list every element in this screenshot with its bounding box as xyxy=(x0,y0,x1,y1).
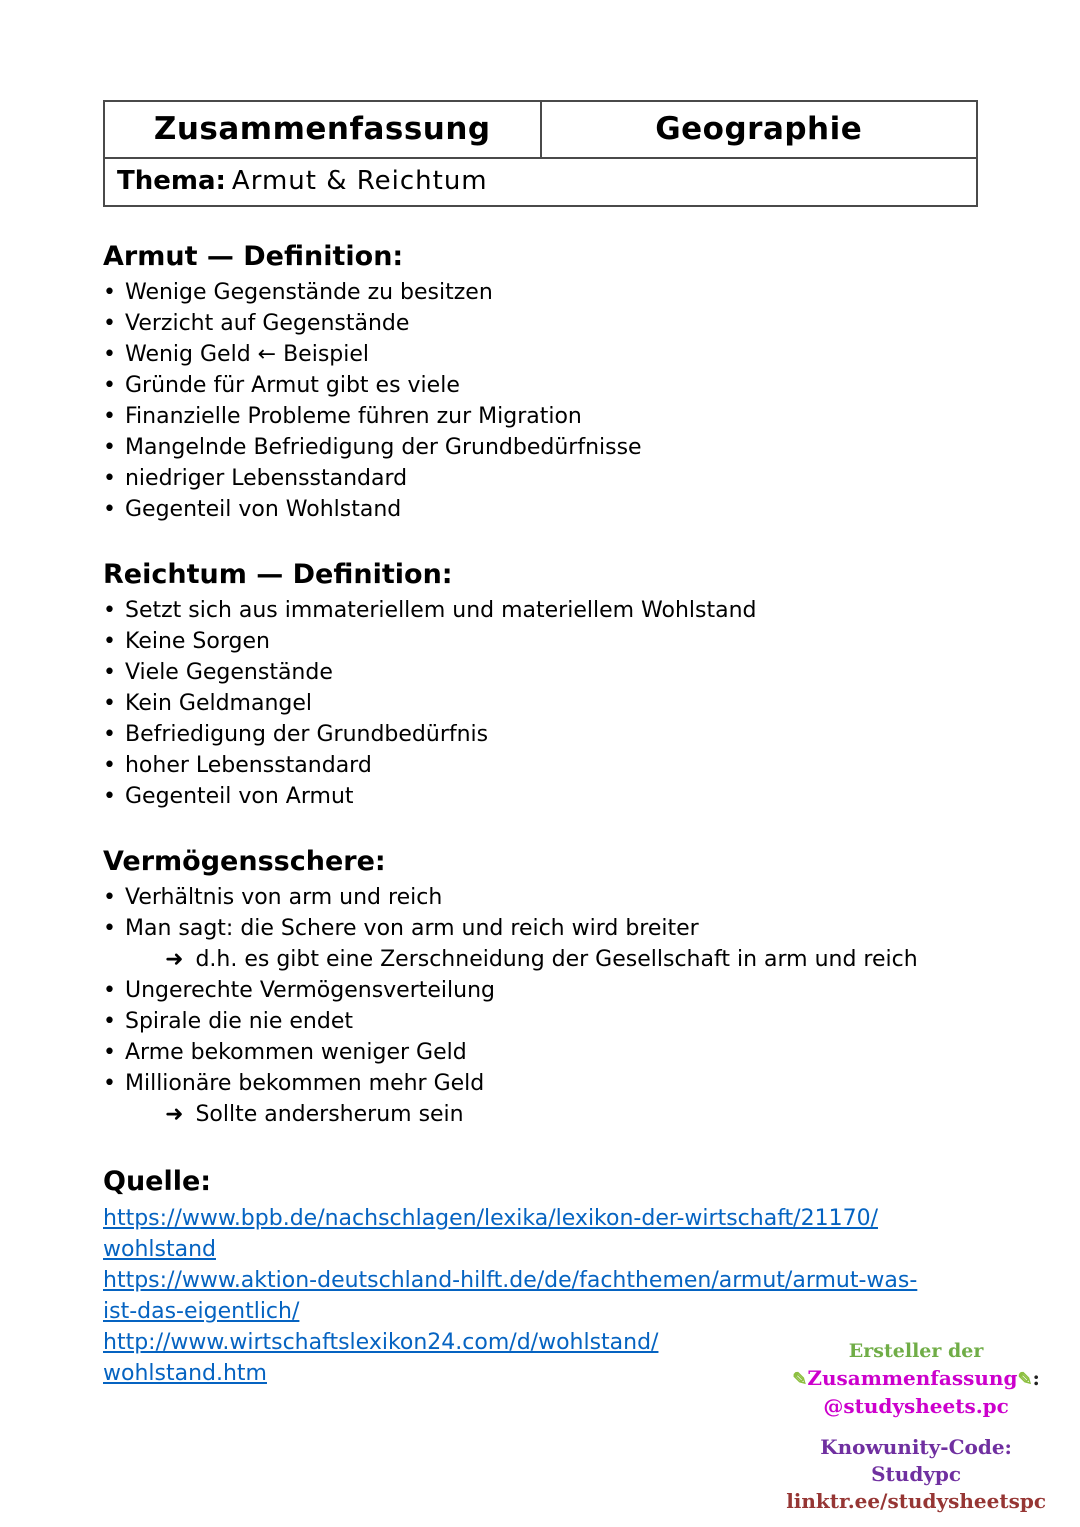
header-title-right: Geographie xyxy=(541,101,978,158)
bullet-icon: • xyxy=(103,280,116,305)
list-item xyxy=(103,657,983,688)
list-item xyxy=(103,277,983,308)
bullet-icon: • xyxy=(103,466,116,491)
sub-list-item xyxy=(103,1099,941,1130)
list-item xyxy=(103,1068,983,1099)
bullet-icon: • xyxy=(103,373,116,398)
bullet-icon: • xyxy=(103,342,116,367)
note-icon: ✎ xyxy=(1017,1369,1033,1390)
watermark-zusammenfassung-line xyxy=(786,1365,1046,1393)
list-item-text: Keine Sorgen xyxy=(124,629,270,654)
watermark-ersteller: Ersteller der xyxy=(848,1340,984,1362)
section xyxy=(103,559,983,812)
arrow-icon: ➜ xyxy=(165,1102,184,1127)
list-item-text: Setzt sich aus immateriellem und materiellem Wohlstand xyxy=(124,598,757,623)
bullet-icon: • xyxy=(103,691,116,716)
bullet-icon: • xyxy=(103,1009,116,1034)
list-item xyxy=(103,781,983,812)
section-heading: Armut — Definition: xyxy=(103,241,404,272)
bullet-icon: • xyxy=(103,435,116,460)
source-link-line[interactable]: https://www.aktion-deutschland-hilft.de/de/fachthemen/armut/armut-was- xyxy=(103,1268,918,1293)
source-link-line[interactable]: http://www.wirtschaftslexikon24.com/d/wohlstand/ xyxy=(103,1330,659,1355)
list-item-text: Befriedigung der Grundbedürfnis xyxy=(124,722,489,747)
list-item xyxy=(103,626,983,657)
list-item xyxy=(103,463,983,494)
section xyxy=(103,241,983,525)
list-item-text: Ungerechte Vermögensverteilung xyxy=(124,978,495,1003)
section xyxy=(103,846,983,1130)
thema-value: Armut & Reichtum xyxy=(231,166,488,196)
arrow-icon: ➜ xyxy=(165,947,184,972)
header-thema-row xyxy=(104,158,977,206)
list-item xyxy=(103,370,983,401)
list-item xyxy=(103,432,983,463)
list-item-text: Viele Gegenstände xyxy=(124,660,333,685)
bullet-icon: • xyxy=(103,311,116,336)
list-item-text: Verzicht auf Gegenstände xyxy=(124,311,410,336)
list-item xyxy=(103,719,983,750)
list-item-text: Wenig Geld ← Beispiel xyxy=(124,342,370,367)
source-link-line[interactable]: wohlstand xyxy=(103,1237,216,1262)
section-heading: Vermögensschere: xyxy=(103,846,386,877)
bullet-icon: • xyxy=(103,722,116,747)
list-item xyxy=(103,401,983,432)
list-item xyxy=(103,595,983,626)
bullet-icon: • xyxy=(103,598,116,623)
header-title-left: Zusammenfassung xyxy=(104,101,541,158)
list-item-text: niedriger Lebensstandard xyxy=(124,466,408,491)
list-item xyxy=(103,913,983,944)
list-item xyxy=(103,339,983,370)
list-item xyxy=(103,882,983,913)
bullet-icon: • xyxy=(103,784,116,809)
source-link[interactable] xyxy=(103,1265,983,1327)
bullet-icon: • xyxy=(103,916,116,941)
section-heading: Reichtum — Definition: xyxy=(103,559,453,590)
list-item-text: Millionäre bekommen mehr Geld xyxy=(124,1071,485,1096)
creator-watermark xyxy=(786,1338,1046,1515)
watermark-linktree: linktr.ee/studysheetspc xyxy=(786,1489,1046,1513)
bullet-icon: • xyxy=(103,1071,116,1096)
list-item-text: Spirale die nie endet xyxy=(124,1009,353,1034)
list-item-text: Gegenteil von Wohlstand xyxy=(124,497,402,522)
watermark-colon: : xyxy=(1032,1366,1040,1390)
list-item xyxy=(103,688,983,719)
source-link-line[interactable]: ist-das-eigentlich/ xyxy=(103,1299,300,1324)
watermark-gap xyxy=(786,1420,1046,1434)
list-item-text: hoher Lebensstandard xyxy=(124,753,372,778)
list-item-text: Finanzielle Probleme führen zur Migration xyxy=(124,404,582,429)
source-link[interactable] xyxy=(103,1203,983,1265)
bullet-icon: • xyxy=(103,660,116,685)
bullet-icon: • xyxy=(103,978,116,1003)
list-item xyxy=(103,1037,983,1068)
bullet-icon: • xyxy=(103,1040,116,1065)
list-item-text: Man sagt: die Schere von arm und reich wird breiter xyxy=(124,916,699,941)
bullet-icon: • xyxy=(103,753,116,778)
list-item-text: Wenige Gegenstände zu besitzen xyxy=(124,280,493,305)
bullet-icon: • xyxy=(103,629,116,654)
list-item xyxy=(103,494,983,525)
list-item-text: Verhältnis von arm und reich xyxy=(124,885,443,910)
list-item-text: Arme bekommen weniger Geld xyxy=(124,1040,467,1065)
source-link-line[interactable]: wohlstand.htm xyxy=(103,1361,267,1386)
list-item-text: d.h. es gibt eine Zerschneidung der Gesellschaft in arm und reich xyxy=(195,947,918,972)
watermark-handle: @studysheets.pc xyxy=(823,1394,1009,1418)
sub-list-item xyxy=(103,944,941,975)
note-icon: ✎ xyxy=(792,1369,808,1390)
document-content xyxy=(103,100,983,1389)
bullet-icon: • xyxy=(103,497,116,522)
watermark-knowunity-label: Knowunity-Code: xyxy=(820,1435,1012,1459)
header-table xyxy=(103,100,978,207)
list-item xyxy=(103,975,983,1006)
list-item xyxy=(103,1006,983,1037)
list-item-text: Gründe für Armut gibt es viele xyxy=(124,373,460,398)
list-item xyxy=(103,308,983,339)
thema-label: Thema: xyxy=(117,166,226,196)
quelle-heading: Quelle: xyxy=(103,1166,212,1197)
source-link-line[interactable]: https://www.bpb.de/nachschlagen/lexika/lexikon-der-wirtschaft/21170/ xyxy=(103,1206,878,1231)
watermark-knowunity-code: Studypc xyxy=(871,1462,962,1486)
watermark-zusammenfassung-text: Zusammenfassung xyxy=(807,1366,1018,1390)
bullet-icon: • xyxy=(103,404,116,429)
list-item-text: Gegenteil von Armut xyxy=(124,784,354,809)
list-item-text: Sollte andersherum sein xyxy=(195,1102,464,1127)
bullet-icon: • xyxy=(103,885,116,910)
list-item-text: Mangelnde Befriedigung der Grundbedürfnisse xyxy=(124,435,642,460)
list-item xyxy=(103,750,983,781)
list-item-text: Kein Geldmangel xyxy=(124,691,313,716)
sections-container xyxy=(103,241,983,1130)
